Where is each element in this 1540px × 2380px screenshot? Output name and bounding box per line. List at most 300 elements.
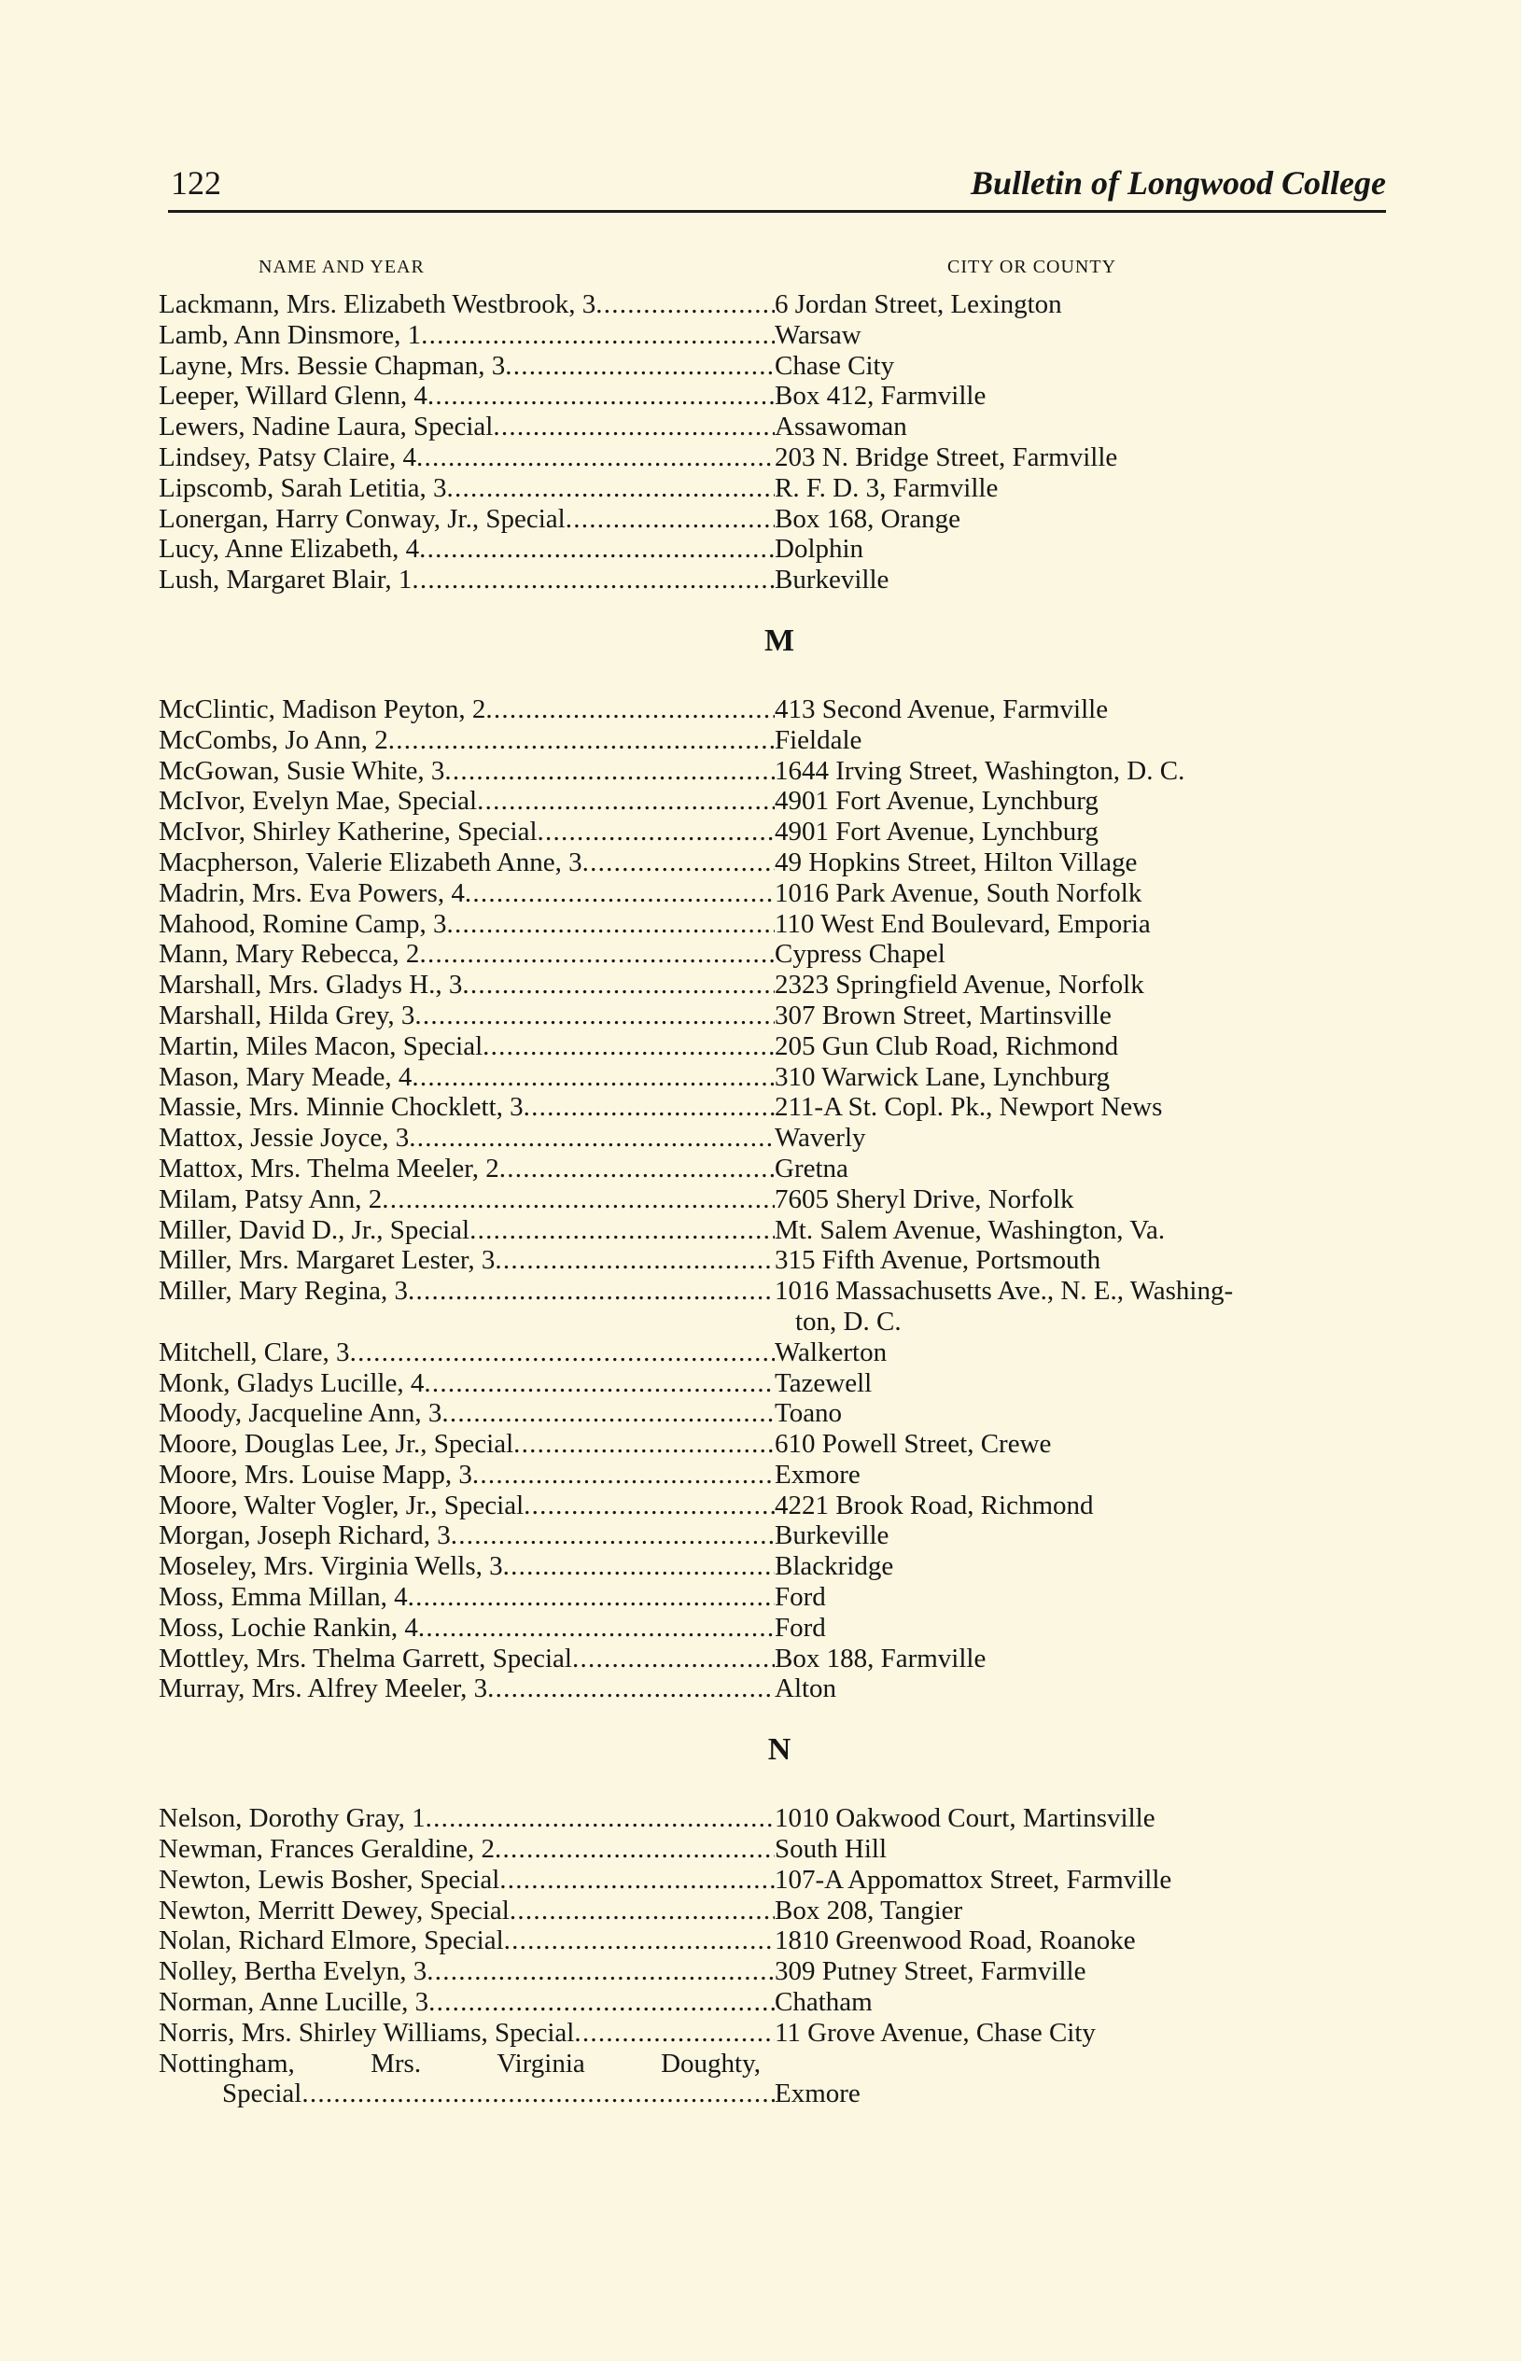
page-header — [168, 163, 1386, 213]
student-city: 310 Warwick Lane, Lynchburg — [775, 1061, 1111, 1092]
entry-name-cell — [159, 1245, 775, 1276]
entry-name-cell — [159, 725, 775, 756]
directory-entry — [159, 1215, 1391, 1246]
entry-name-cell — [159, 381, 775, 412]
student-name: Miller, Mrs. Margaret Lester, 3 — [159, 1245, 496, 1276]
dot-leader — [469, 1215, 775, 1246]
entry-city-cell — [775, 1276, 1391, 1337]
entry-city-cell — [775, 534, 1391, 565]
entry-city-cell — [775, 1245, 1391, 1276]
dot-leader — [499, 1865, 775, 1896]
entry-name-cell — [159, 351, 775, 382]
student-city: Chatham — [775, 1987, 873, 2018]
entry-city-cell — [775, 1001, 1391, 1031]
directory-entry — [159, 320, 1391, 351]
dot-leader — [499, 1154, 775, 1184]
student-name: Mann, Mary Rebecca, 2 — [159, 939, 420, 970]
name-word: Nottingham, — [159, 2048, 295, 2079]
dot-leader — [538, 817, 775, 847]
dot-leader — [485, 694, 775, 725]
entry-city-cell — [775, 412, 1391, 442]
student-name: Morgan, Joseph Richard, 3 — [159, 1520, 451, 1551]
dot-leader — [419, 534, 775, 565]
column-heading-name: NAME AND YEAR — [259, 257, 425, 277]
entry-city-cell — [775, 1551, 1391, 1582]
entry-city-cell — [775, 351, 1391, 382]
directory-entry — [159, 1154, 1391, 1184]
student-name: Macpherson, Valerie Elizabeth Anne, 3 — [159, 847, 582, 877]
student-city: 107-A Appomattox Street, Farmville — [775, 1864, 1172, 1895]
entry-city-cell — [775, 1987, 1391, 2018]
directory-entry — [159, 442, 1391, 473]
dot-leader — [462, 970, 775, 1001]
directory-entry — [159, 2049, 1391, 2110]
directory-entry — [159, 1123, 1391, 1154]
student-name: Lewers, Nadine Laura, Special — [159, 412, 494, 442]
student-name: Lindsey, Patsy Claire, 4 — [159, 441, 416, 472]
directory-entry — [159, 1896, 1391, 1926]
entry-city-cell — [775, 1398, 1391, 1429]
column-headings — [168, 257, 1386, 285]
dot-leader — [451, 1520, 775, 1551]
directory-entry — [159, 1245, 1391, 1276]
student-name: Madrin, Mrs. Eva Powers, 4 — [159, 877, 465, 908]
dot-leader — [416, 442, 775, 473]
directory-section — [159, 1710, 1391, 2109]
dot-leader — [301, 2079, 775, 2109]
entry-city-cell — [775, 473, 1391, 504]
student-name: McClintic, Madison Peyton, 2 — [159, 693, 486, 724]
directory-entry — [159, 1031, 1391, 1062]
dot-leader — [495, 1245, 775, 1276]
directory-entry — [159, 1956, 1391, 1987]
entry-name-cell — [159, 1803, 775, 1834]
student-directory — [159, 289, 1391, 2109]
student-city: 2323 Springfield Avenue, Norfolk — [775, 970, 1144, 1001]
student-name: Milam, Patsy Ann, 2 — [159, 1183, 383, 1214]
entry-name-cell — [159, 1337, 775, 1368]
directory-entry — [159, 970, 1391, 1001]
entry-name-cell — [159, 412, 775, 442]
entry-name-cell — [159, 442, 775, 473]
student-name: Mattox, Jessie Joyce, 3 — [159, 1123, 410, 1154]
student-name: Leeper, Willard Glenn, 4 — [159, 381, 427, 412]
dot-leader — [408, 1276, 775, 1307]
student-name: Newman, Frances Geraldine, 2 — [159, 1834, 495, 1865]
dot-leader — [418, 1613, 775, 1644]
student-city: Exmore — [775, 2079, 861, 2109]
entry-city-cell — [775, 970, 1391, 1001]
directory-entry — [159, 1803, 1391, 1834]
directory-entry — [159, 1925, 1391, 1956]
section-letter: N — [767, 1732, 791, 1768]
entry-name-cell — [159, 817, 775, 847]
directory-entry — [159, 1001, 1391, 1031]
dot-leader — [412, 1062, 775, 1093]
student-name: Marshall, Hilda Grey, 3 — [159, 1000, 415, 1030]
dot-leader — [572, 1644, 775, 1674]
directory-entry — [159, 1337, 1391, 1368]
student-city: Toano — [775, 1398, 843, 1429]
entry-name-cell — [159, 2049, 775, 2110]
student-city: Fieldale — [775, 724, 862, 755]
student-name: Mahood, Romine Camp, 3 — [159, 908, 447, 939]
student-city: R. F. D. 3, Farmville — [775, 472, 999, 503]
entry-city-cell — [775, 1673, 1391, 1704]
student-name: Marshall, Mrs. Gladys H., 3 — [159, 970, 463, 1001]
entry-city-cell — [775, 2049, 1391, 2110]
dot-leader — [382, 1184, 775, 1215]
entry-name-cell — [159, 694, 775, 725]
directory-entry — [159, 1184, 1391, 1215]
student-city: 205 Gun Club Road, Richmond — [775, 1030, 1119, 1061]
entry-name-cell — [159, 1276, 775, 1307]
entry-city-cell — [775, 1925, 1391, 1956]
entry-name-cell — [159, 1582, 775, 1613]
directory-entry — [159, 786, 1391, 817]
dot-leader — [524, 1491, 775, 1521]
entry-name-cell — [159, 970, 775, 1001]
directory-entry — [159, 1491, 1391, 1521]
entry-name-cell — [159, 1491, 775, 1521]
name-word: Mrs. — [371, 2048, 422, 2079]
student-name: Special — [222, 2079, 302, 2109]
student-name: Mattox, Mrs. Thelma Meeler, 2 — [159, 1153, 499, 1183]
entry-city-cell — [775, 1031, 1391, 1062]
entry-name-cell — [159, 1673, 775, 1704]
student-name: Nolley, Bertha Evelyn, 3 — [159, 1956, 427, 1987]
student-city-continued: ton, D. C. — [795, 1306, 902, 1337]
directory-entry — [159, 1987, 1391, 2018]
directory-entry — [159, 504, 1391, 535]
directory-entry — [159, 1276, 1391, 1337]
student-name: Moseley, Mrs. Virginia Wells, 3 — [159, 1551, 503, 1582]
dot-leader — [513, 1429, 775, 1460]
entry-city-cell — [775, 1520, 1391, 1551]
dot-leader — [566, 504, 775, 535]
student-city: 1010 Oakwood Court, Martinsville — [775, 1803, 1155, 1834]
entry-name-cell — [159, 473, 775, 504]
entry-city-cell — [775, 565, 1391, 595]
entry-city-cell — [775, 1582, 1391, 1613]
name-word: Doughty, — [661, 2048, 761, 2079]
directory-entry — [159, 939, 1391, 970]
directory-entry — [159, 534, 1391, 565]
student-city: Exmore — [775, 1459, 861, 1490]
dot-leader — [419, 939, 775, 970]
student-name: Norman, Anne Lucille, 3 — [159, 1987, 429, 2018]
student-name: Massie, Mrs. Minnie Chocklett, 3 — [159, 1092, 524, 1123]
entry-name-cell — [159, 878, 775, 909]
dot-leader — [427, 381, 775, 412]
directory-entry — [159, 725, 1391, 756]
student-city: 610 Powell Street, Crewe — [775, 1429, 1052, 1460]
student-city: 7605 Sheryl Drive, Norfolk — [775, 1183, 1074, 1214]
running-head: Bulletin of Longwood College — [970, 164, 1386, 202]
student-name: Moody, Jacqueline Ann, 3 — [159, 1398, 442, 1429]
dot-leader — [409, 1123, 775, 1154]
student-city: 211-A St. Copl. Pk., Newport News — [775, 1092, 1163, 1123]
directory-entry — [159, 909, 1391, 940]
student-city: 11 Grove Avenue, Chase City — [775, 2017, 1096, 2048]
dot-leader — [441, 1398, 775, 1429]
dot-leader — [414, 1001, 775, 1031]
entry-name-cell — [159, 504, 775, 535]
directory-section — [159, 601, 1391, 1704]
entry-city-cell — [775, 878, 1391, 909]
entry-name-cell — [159, 847, 775, 878]
dot-leader — [504, 1925, 775, 1956]
column-heading-city: CITY OR COUNTY — [947, 257, 1117, 277]
dot-leader — [477, 786, 775, 817]
student-name: Lucy, Anne Elizabeth, 4 — [159, 534, 420, 565]
entry-name-cell — [159, 1184, 775, 1215]
entry-city-cell — [775, 1062, 1391, 1093]
entry-city-cell — [775, 1184, 1391, 1215]
student-name: Lackmann, Mrs. Elizabeth Westbrook, 3 — [159, 289, 596, 319]
dot-leader — [446, 473, 775, 504]
student-city: Gretna — [775, 1153, 848, 1183]
entry-name-cell — [159, 756, 775, 787]
student-name: Murray, Mrs. Alfrey Meeler, 3 — [159, 1673, 488, 1704]
directory-entry — [159, 1865, 1391, 1896]
dot-leader — [350, 1337, 775, 1368]
dot-leader — [427, 1956, 775, 1987]
student-city: Chase City — [775, 350, 895, 381]
entry-name-cell — [159, 1644, 775, 1674]
name-word: Virginia — [497, 2048, 585, 2079]
entry-city-cell — [775, 1429, 1391, 1460]
directory-entry — [159, 1644, 1391, 1674]
student-name: McGowan, Susie White, 3 — [159, 755, 445, 786]
entry-city-cell — [775, 1092, 1391, 1123]
entry-city-cell — [775, 1368, 1391, 1399]
directory-entry — [159, 2018, 1391, 2049]
dot-leader — [424, 1368, 775, 1399]
entry-city-cell — [775, 756, 1391, 787]
entry-city-cell — [775, 1613, 1391, 1644]
entry-city-cell — [775, 1896, 1391, 1926]
entry-name-cell — [159, 289, 775, 320]
entry-name-cell — [159, 786, 775, 817]
student-name: Moore, Douglas Lee, Jr., Special — [159, 1429, 514, 1460]
student-name: Lonergan, Harry Conway, Jr., Special — [159, 503, 566, 534]
dot-leader — [421, 320, 775, 351]
student-city: Box 188, Farmville — [775, 1643, 987, 1673]
student-city: Walkerton — [775, 1337, 888, 1367]
dot-leader — [495, 1834, 775, 1865]
directory-entry — [159, 473, 1391, 504]
directory-entry — [159, 1520, 1391, 1551]
directory-entry — [159, 1368, 1391, 1399]
student-name: Miller, David D., Jr., Special — [159, 1214, 470, 1245]
student-city: Warsaw — [775, 319, 861, 350]
student-city: Assawoman — [775, 412, 907, 442]
student-name: Moss, Lochie Rankin, 4 — [159, 1612, 418, 1643]
entry-city-cell — [775, 320, 1391, 351]
entry-name-cell — [159, 1092, 775, 1123]
entry-city-cell — [775, 1460, 1391, 1491]
entry-city-cell — [775, 694, 1391, 725]
dot-leader — [472, 1460, 775, 1491]
entry-name-cell — [159, 1956, 775, 1987]
entry-name-cell — [159, 534, 775, 565]
entry-name-cell — [159, 1123, 775, 1154]
entry-city-cell — [775, 289, 1391, 320]
student-city: Box 168, Orange — [775, 503, 960, 534]
dot-leader — [426, 1803, 775, 1834]
dot-leader — [447, 909, 775, 940]
student-city: 307 Brown Street, Martinsville — [775, 1000, 1112, 1030]
entry-name-cell — [159, 1398, 775, 1429]
student-city: 4221 Brook Road, Richmond — [775, 1490, 1094, 1520]
directory-entry — [159, 847, 1391, 878]
student-city: Ford — [775, 1612, 826, 1643]
entry-name-cell — [159, 1865, 775, 1896]
student-name: Lipscomb, Sarah Letitia, 3 — [159, 472, 447, 503]
section-letter: M — [763, 623, 795, 658]
entry-name-cell — [159, 1520, 775, 1551]
entry-city-cell — [775, 1154, 1391, 1184]
directory-entry — [159, 1834, 1391, 1865]
entry-name-cell — [159, 1215, 775, 1246]
student-city: 1016 Park Avenue, South Norfolk — [775, 877, 1142, 908]
page-number: 122 — [171, 164, 221, 202]
student-city: 1016 Massachusetts Ave., N. E., Washing- — [775, 1276, 1234, 1307]
directory-entry — [159, 565, 1391, 595]
dot-leader — [487, 1673, 775, 1704]
entry-city-cell — [775, 817, 1391, 847]
dot-leader — [428, 1987, 775, 2018]
student-city: South Hill — [775, 1834, 888, 1865]
dot-leader — [574, 2018, 775, 2049]
student-city: Ford — [775, 1582, 826, 1613]
student-name: McIvor, Evelyn Mae, Special — [159, 786, 478, 817]
student-city: Dolphin — [775, 534, 864, 565]
student-name: Nolan, Richard Elmore, Special — [159, 1925, 504, 1956]
directory-entry — [159, 412, 1391, 442]
entry-city-cell — [775, 1865, 1391, 1896]
entry-name-cell — [159, 1987, 775, 2018]
entry-city-cell — [775, 442, 1391, 473]
student-city: Mt. Salem Avenue, Washington, Va. — [775, 1214, 1166, 1245]
student-city: 4901 Fort Avenue, Lynchburg — [775, 786, 1099, 817]
student-city: 49 Hopkins Street, Hilton Village — [775, 847, 1138, 877]
entry-name-cell — [159, 1154, 775, 1184]
dot-leader — [388, 725, 775, 756]
dot-leader — [483, 1031, 775, 1062]
directory-entry — [159, 1673, 1391, 1704]
student-name: McCombs, Jo Ann, 2 — [159, 724, 388, 755]
directory-entry — [159, 1582, 1391, 1613]
dot-leader — [503, 1551, 775, 1582]
student-name-line-2 — [159, 2079, 775, 2109]
entry-city-cell — [775, 725, 1391, 756]
dot-leader — [444, 756, 775, 787]
directory-entry — [159, 1460, 1391, 1491]
student-city: 1644 Irving Street, Washington, D. C. — [775, 755, 1185, 786]
directory-entry — [159, 1092, 1391, 1123]
entry-name-cell — [159, 1368, 775, 1399]
dot-leader — [493, 412, 775, 442]
dot-leader — [412, 565, 775, 595]
student-name: Newton, Lewis Bosher, Special — [159, 1864, 500, 1895]
student-name: Martin, Miles Macon, Special — [159, 1030, 483, 1061]
entry-city-cell — [775, 1803, 1391, 1834]
entry-city-cell — [775, 381, 1391, 412]
entry-name-cell — [159, 939, 775, 970]
entry-city-cell — [775, 1337, 1391, 1368]
directory-entry — [159, 381, 1391, 412]
directory-entry — [159, 1398, 1391, 1429]
student-city: Burkeville — [775, 565, 889, 595]
directory-section — [159, 289, 1391, 595]
entry-name-cell — [159, 1429, 775, 1460]
directory-entry — [159, 351, 1391, 382]
entry-name-cell — [159, 1031, 775, 1062]
directory-entry — [159, 1551, 1391, 1582]
student-city: Box 412, Farmville — [775, 381, 987, 412]
entry-city-cell — [775, 1491, 1391, 1521]
entry-city-cell — [775, 1644, 1391, 1674]
entry-name-cell — [159, 1925, 775, 1956]
entry-city-cell — [775, 909, 1391, 940]
dot-leader — [465, 878, 775, 909]
entry-name-cell — [159, 2018, 775, 2049]
directory-entry — [159, 1613, 1391, 1644]
entry-name-cell — [159, 1001, 775, 1031]
directory-entry — [159, 756, 1391, 787]
student-name: Mottley, Mrs. Thelma Garrett, Special — [159, 1643, 572, 1673]
student-city: Tazewell — [775, 1367, 873, 1398]
directory-entry — [159, 1429, 1391, 1460]
entry-city-cell — [775, 1123, 1391, 1154]
entry-name-cell — [159, 1896, 775, 1926]
entry-city-cell — [775, 1215, 1391, 1246]
student-city: Blackridge — [775, 1551, 894, 1582]
student-city: 6 Jordan Street, Lexington — [775, 289, 1062, 319]
dot-leader — [595, 289, 775, 320]
student-city: 1810 Greenwood Road, Roanoke — [775, 1925, 1136, 1956]
directory-entry — [159, 694, 1391, 725]
student-name: Mason, Mary Meade, 4 — [159, 1061, 413, 1092]
student-name: Mitchell, Clare, 3 — [159, 1337, 350, 1367]
student-name: Moore, Walter Vogler, Jr., Special — [159, 1490, 525, 1520]
student-name: Miller, Mary Regina, 3 — [159, 1276, 409, 1307]
dot-leader — [408, 1582, 775, 1613]
entry-name-cell — [159, 909, 775, 940]
student-name-line-1 — [159, 2049, 761, 2079]
student-city: Alton — [775, 1673, 837, 1704]
student-city: 309 Putney Street, Farmville — [775, 1956, 1086, 1987]
student-city: Burkeville — [775, 1520, 889, 1551]
directory-entry — [159, 1062, 1391, 1093]
student-city: Box 208, Tangier — [775, 1895, 963, 1925]
entry-name-cell — [159, 1834, 775, 1865]
dot-leader — [582, 847, 775, 878]
dot-leader — [524, 1092, 775, 1123]
student-name: Moss, Emma Millan, 4 — [159, 1582, 408, 1613]
directory-entry — [159, 878, 1391, 909]
entry-city-cell — [775, 504, 1391, 535]
student-name: Nelson, Dorothy Gray, 1 — [159, 1803, 426, 1834]
directory-entry — [159, 817, 1391, 847]
student-name: Monk, Gladys Lucille, 4 — [159, 1367, 425, 1398]
student-city: 413 Second Avenue, Farmville — [775, 693, 1109, 724]
student-name: Newton, Merritt Dewey, Special — [159, 1895, 510, 1925]
entry-name-cell — [159, 1613, 775, 1644]
directory-entry — [159, 289, 1391, 320]
